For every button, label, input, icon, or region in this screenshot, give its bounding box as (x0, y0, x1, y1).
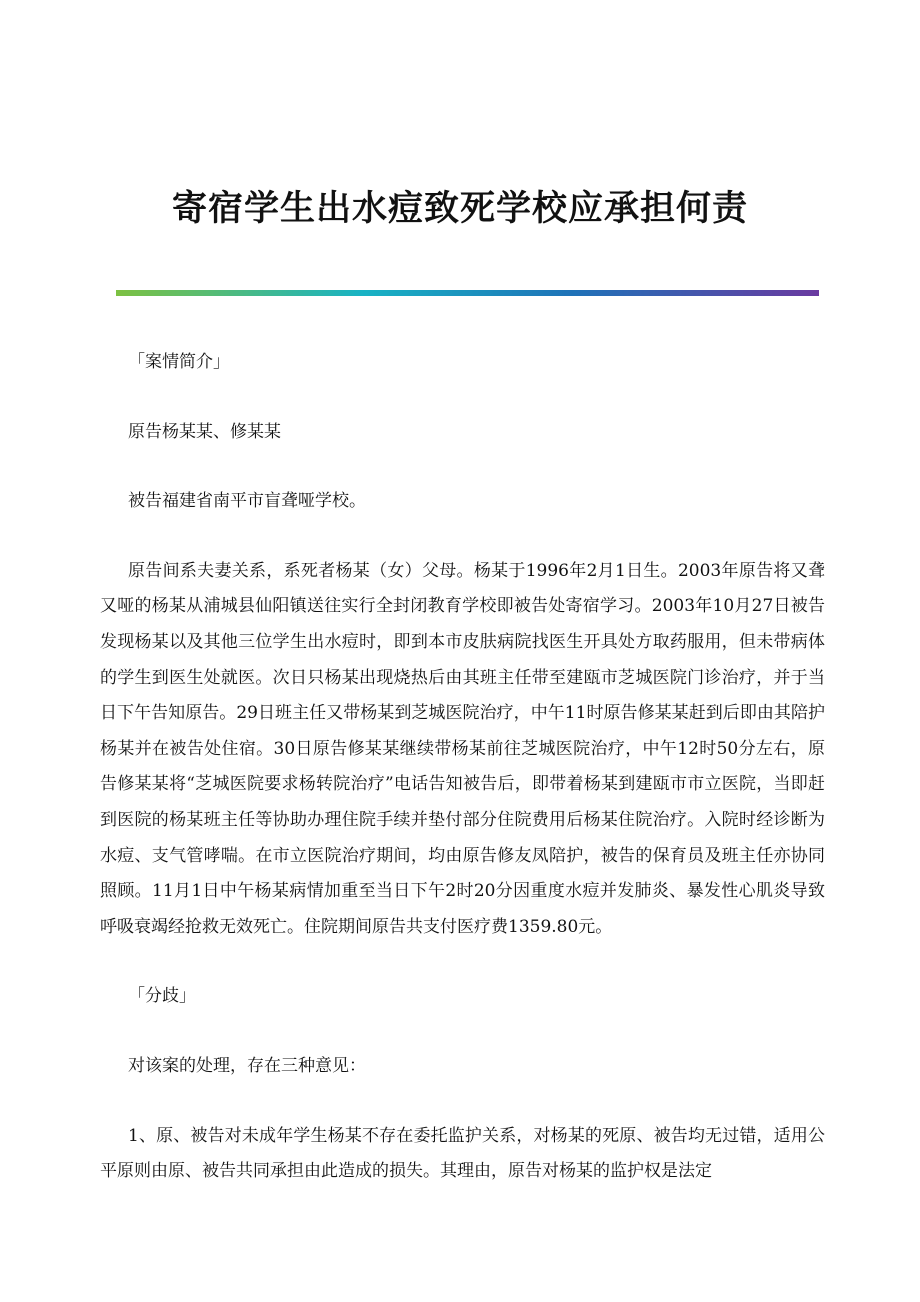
opinion-1-paragraph: 1、原、被告对未成年学生杨某不存在委托监护关系，对杨某的死原、被告均无过错，适用公平原则由原、被告共同承担由此造成的损失。其理由，原告对杨某的监护权是法定 (100, 1125, 825, 1182)
plaintiffs-line: 原告杨某某、修某某 (128, 421, 281, 442)
dispute-heading: 「分歧」 (128, 986, 196, 1007)
facts-paragraph: 原告间系夫妻关系，系死者杨某（女）父母。杨某于1996年2月1日生。2003年原告将又聋又哑的杨某从浦城县仙阳镇送往实行全封闭教育学校即被告处寄宿学习。2003年10月27日被告发现杨某以及其他三位学生出水痘时，即到本市皮肤病院找医生开具处方取药服用，但未带病体的学生到医生处就医。次日只杨某出现烧热后由其班主任带至建瓯市芝城医院门诊治疗，并于当日下午告知原告。29日班主任又带杨某到芝城医院治疗，中午11时原告修某某赶到后即由其陪护杨某并在被告处住宿。30日原告修某某继续带杨某前往芝城医院治疗，中午12时50分左右，原告修某某将“芝城医院要求杨转院治疗”电话告知被告后，即带着杨某到建瓯市市立医院，当即赶到医院的杨某班主任等协助办理住院手续并垫付部分住院费用后杨某住院治疗。入院时经诊断为水痘、支气管哮喘。在市立医院治疗期间，均由原告修友凤陪护，被告的保育员及班主任亦协同照顾。11月1日中午杨某病情加重至当日下午2时20分因重度水痘并发肺炎、暴发性心肌炎导致呼吸衰竭经抢救无效死亡。住院期间原告共支付医疗费1359.80元。 (100, 560, 825, 937)
case-intro-heading: 「案情简介」 (128, 352, 230, 372)
title-divider (116, 290, 819, 296)
defendant-line: 被告福建省南平市盲聋哑学校。 (128, 491, 366, 512)
document-body (100, 345, 825, 1190)
opinions-intro: 对该案的处理，存在三种意见： (128, 1055, 366, 1076)
document-title: 寄宿学生出水痘致死学校应承担何责 (171, 188, 748, 229)
